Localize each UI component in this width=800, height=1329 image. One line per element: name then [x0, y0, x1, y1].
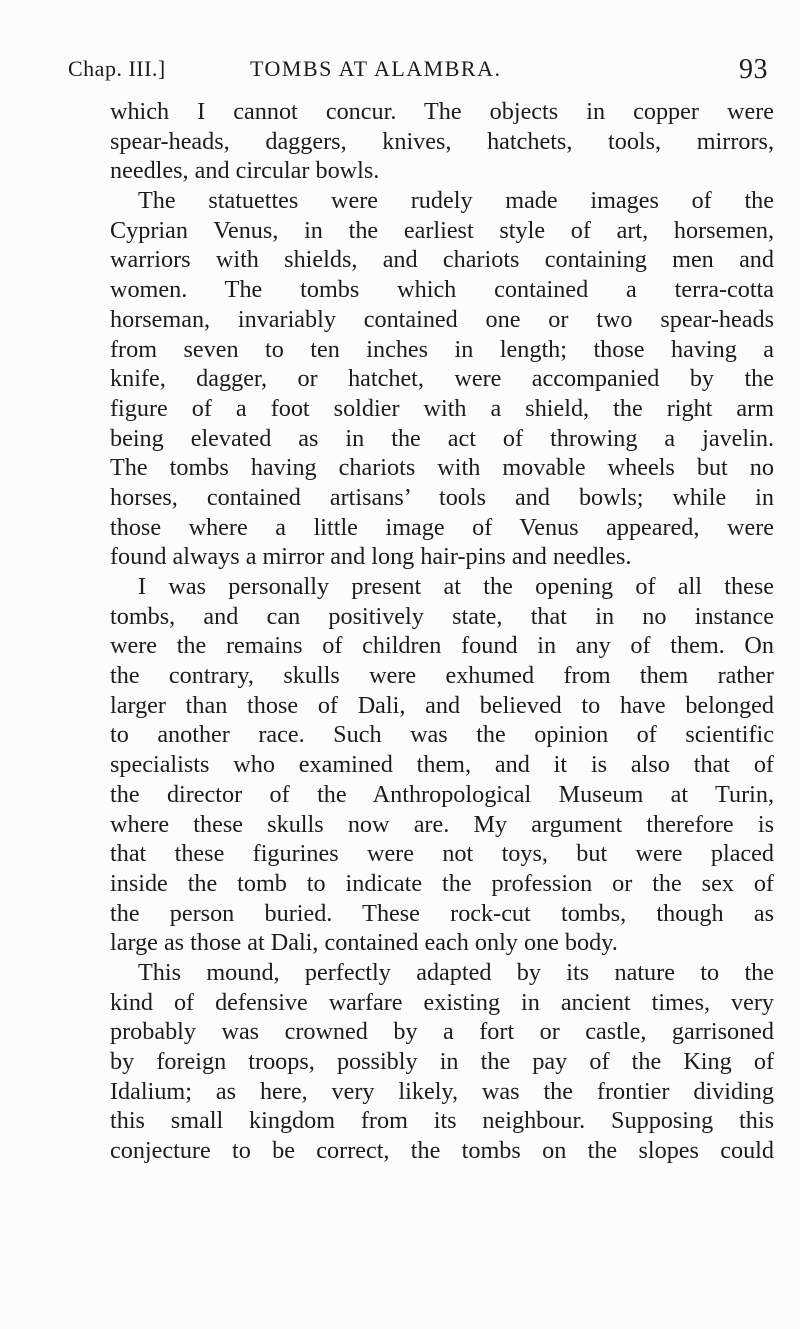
- text-line: from seven to ten inches in length; those having a: [110, 335, 774, 363]
- text-line: Idalium; as here, very likely, was the frontier dividing: [110, 1077, 774, 1105]
- text-line: warriors with shields, and chariots containing men and: [110, 246, 774, 274]
- text-line: I was personally present at the opening of all these: [138, 573, 774, 600]
- text-line: the director of the Anthropological Museum at Turin,: [110, 780, 774, 808]
- text-line: Cyprian Venus, in the earliest style of art, horsemen,: [110, 216, 774, 244]
- text-line: where these skulls now are. My argument therefore is: [110, 810, 774, 838]
- text-line: specialists who examined them, and it is also that of: [110, 751, 774, 779]
- text-line: tombs, and can positively state, that in no instance: [110, 602, 774, 630]
- running-title: TOMBS AT ALAMBRA.: [250, 56, 502, 81]
- text-line: the contrary, skulls were exhumed from them rather: [110, 662, 774, 690]
- text-line: were the remains of children found in any of them. On: [110, 632, 774, 660]
- text-line: knife, dagger, or hatchet, were accompanied by the: [110, 365, 774, 393]
- text-line: This mound, perfectly adapted by its nature to the: [138, 958, 774, 986]
- running-head: [68, 56, 768, 86]
- text-line: which I cannot concur. The objects in copper were: [110, 98, 774, 125]
- text-line: found always a mirror and long hair-pins and needles.: [110, 543, 632, 571]
- text-line: conjecture to be correct, the tombs on the slopes could: [110, 1137, 774, 1165]
- text-line: needles, and circular bowls.: [110, 157, 380, 185]
- text-line: inside the tomb to indicate the profession or the sex of: [110, 869, 774, 897]
- body-text: [110, 97, 774, 1166]
- text-line: spear-heads, daggers, knives, hatchets, tools, mirrors,: [110, 127, 774, 155]
- text-line: horseman, invariably contained one or two spear-heads: [110, 305, 774, 333]
- text-line: horses, contained artisans’ tools and bowls; while in: [110, 483, 774, 511]
- text-line: kind of defensive warfare existing in ancient times, very: [110, 988, 774, 1016]
- chapter-label: Chap. III.]: [68, 56, 166, 81]
- text-line: The tombs having chariots with movable wheels but no: [110, 454, 774, 482]
- text-line: larger than those of Dali, and believed to have belonged: [110, 691, 774, 719]
- text-line: The statuettes were rudely made images of the: [138, 187, 774, 215]
- text-line: to another race. Such was the opinion of scientific: [110, 721, 774, 749]
- text-line: those where a little image of Venus appeared, were: [110, 513, 774, 541]
- text-line: large as those at Dali, contained each only one body.: [110, 929, 618, 957]
- text-line: being elevated as in the act of throwing a javelin.: [110, 424, 774, 452]
- page-number: 93: [739, 54, 768, 85]
- text-line: that these figurines were not toys, but were placed: [110, 840, 774, 868]
- text-line: women. The tombs which contained a terra-cotta: [110, 276, 774, 304]
- text-line: by foreign troops, possibly in the pay of the King of: [110, 1048, 774, 1075]
- text-line: figure of a foot soldier with a shield, the right arm: [110, 394, 774, 422]
- text-line: probably was crowned by a fort or castle, garrisoned: [110, 1018, 774, 1046]
- text-line: the person buried. These rock-cut tombs, though as: [110, 899, 774, 927]
- text-line: this small kingdom from its neighbour. Supposing this: [110, 1107, 774, 1135]
